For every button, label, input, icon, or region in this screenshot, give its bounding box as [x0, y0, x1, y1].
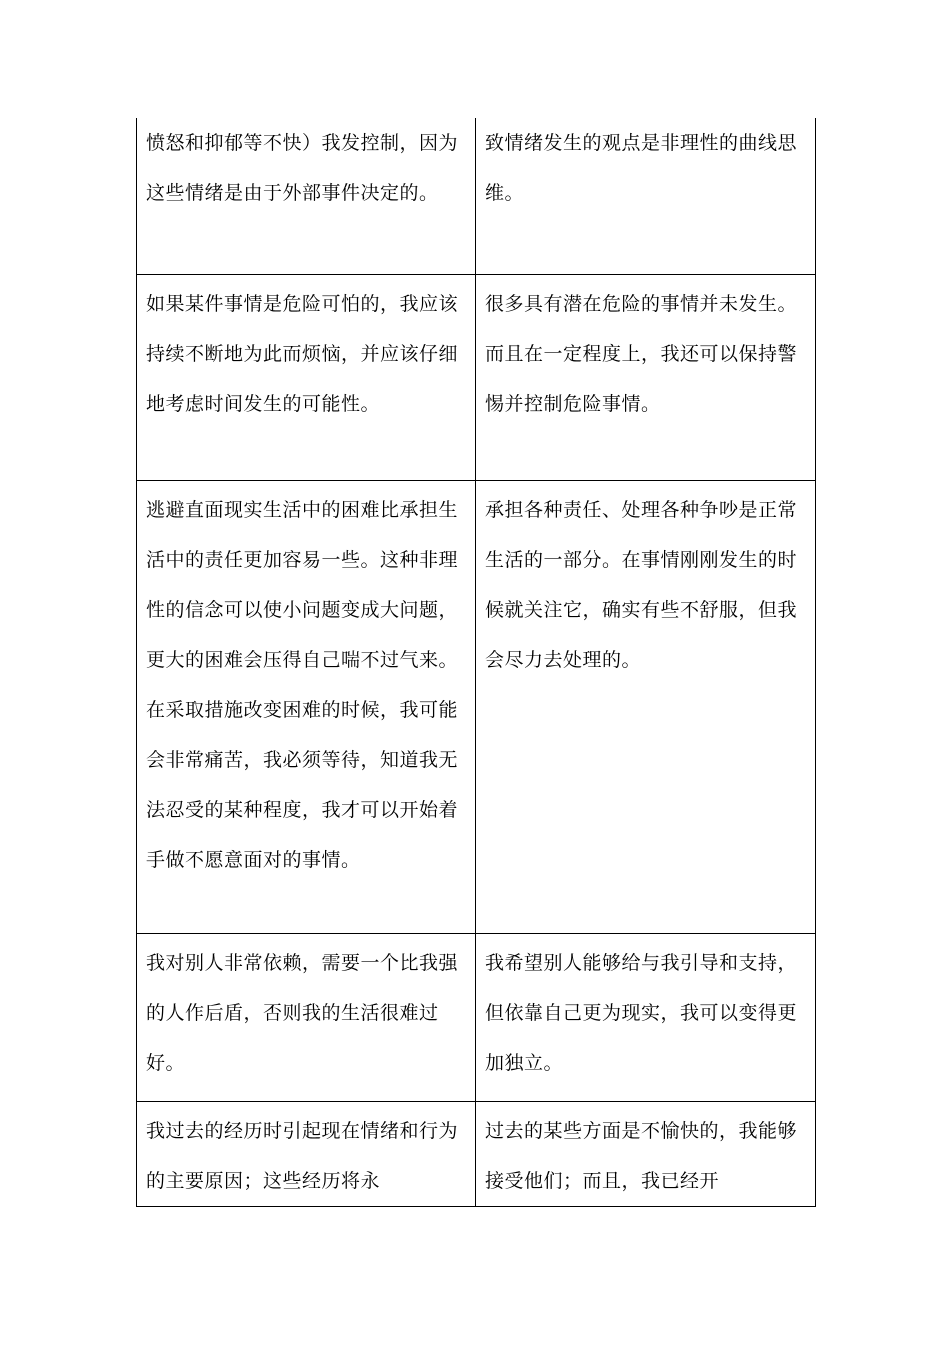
rational-belief-cell: 致情绪发生的观点是非理性的曲线思维。: [476, 118, 816, 274]
rational-belief-cell: 承担各种责任、处理各种争吵是正常生活的一部分。在事情刚刚发生的时候就关注它，确实有些不舒服，但我会尽力去处理的。: [476, 480, 816, 933]
irrational-belief-cell: 愤怒和抑郁等不快）我发控制，因为这些情绪是由于外部事件决定的。: [137, 118, 476, 274]
irrational-belief-cell: 逃避直面现实生活中的困难比承担生活中的责任更加容易一些。这种非理性的信念可以使小问题变成大问题，更大的困难会压得自己喘不过气来。在采取措施改变困难的时候，我可能会非常痛苦，我必须等待，知道我无法忍受的某种程度，我才可以开始着手做不愿意面对的事情。: [137, 480, 476, 933]
table-row: [137, 118, 816, 274]
beliefs-table: [136, 118, 816, 1207]
table-row: [137, 933, 816, 1101]
table-row: [137, 1101, 816, 1206]
irrational-belief-cell: 我过去的经历时引起现在情绪和行为的主要原因；这些经历将永: [137, 1101, 476, 1206]
irrational-belief-cell: 我对别人非常依赖，需要一个比我强的人作后盾，否则我的生活很难过好。: [137, 933, 476, 1101]
table-row: [137, 274, 816, 480]
irrational-belief-cell: 如果某件事情是危险可怕的，我应该持续不断地为此而烦恼，并应该仔细地考虑时间发生的可能性。: [137, 274, 476, 480]
table-row: [137, 480, 816, 933]
rational-belief-cell: 我希望别人能够给与我引导和支持，但依靠自己更为现实，我可以变得更加独立。: [476, 933, 816, 1101]
rational-belief-cell: 很多具有潜在危险的事情并未发生。而且在一定程度上，我还可以保持警惕并控制危险事情。: [476, 274, 816, 480]
rational-belief-cell: 过去的某些方面是不愉快的，我能够接受他们；而且，我已经开: [476, 1101, 816, 1206]
